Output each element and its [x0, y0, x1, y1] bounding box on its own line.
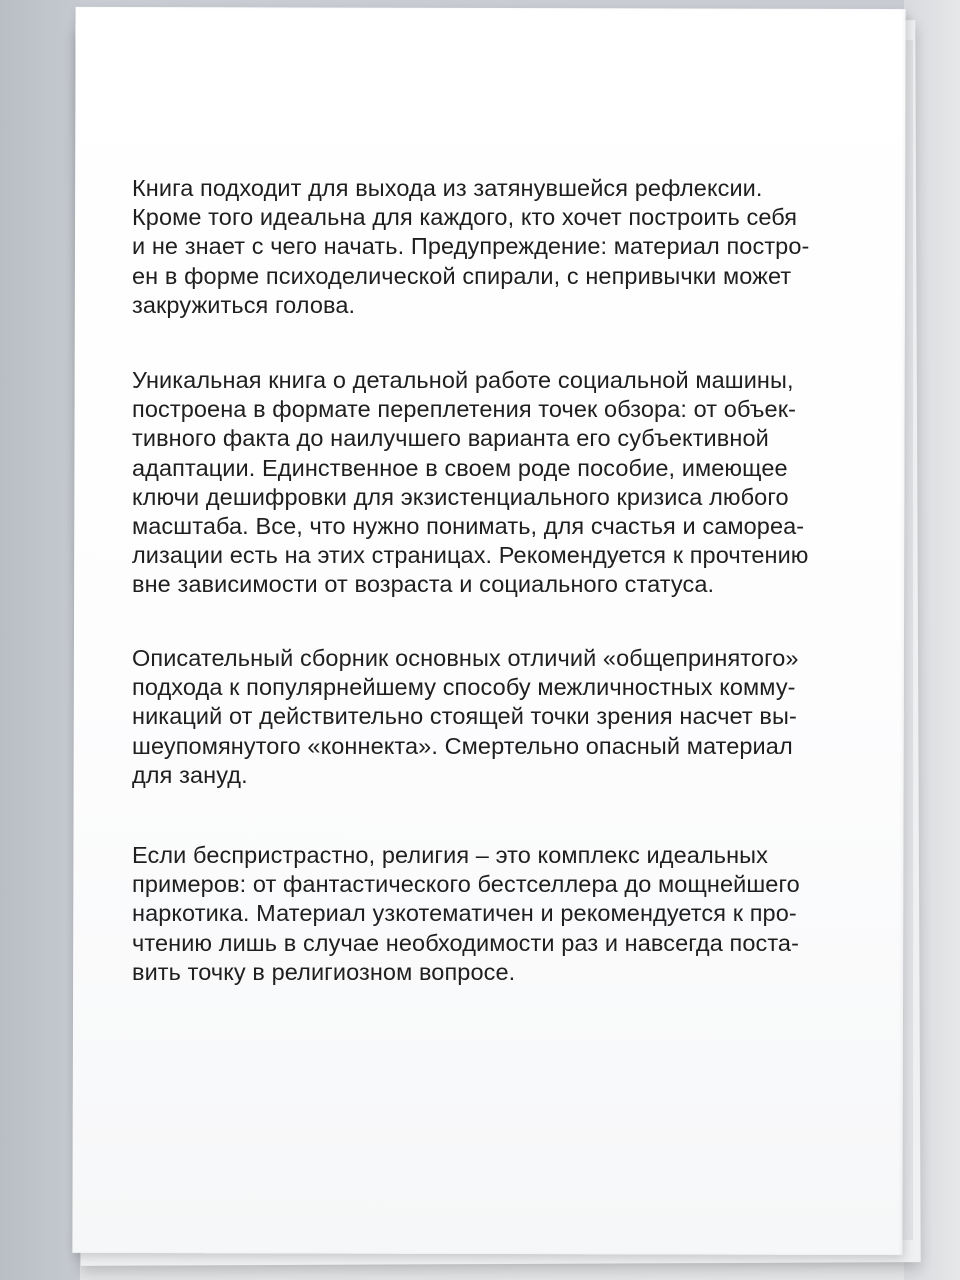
description-paragraph-4 — [132, 841, 862, 987]
description-paragraph-3 — [132, 644, 862, 790]
description-paragraph-1 — [132, 174, 862, 320]
paragraph-line: чтению лишь в случае необходимости раз и навсегда поста- — [132, 929, 800, 956]
paragraph-line: тивного факта до наилучшего варианта его субъективной — [132, 425, 769, 452]
paragraph-line: наркотика. Материал узкотематичен и рекомендуется к про- — [132, 900, 797, 927]
paragraph-line: Описательный сборник основных отличий «общепринятого» — [132, 645, 799, 671]
paragraph-line: шеупомянутого «коннекта». Смертельно опасный материал — [132, 732, 793, 759]
paragraph-line: Книга подходит для выхода из затянувшейся рефлексии. — [132, 175, 763, 201]
paragraph-line: закружиться голова. — [132, 291, 356, 318]
paragraph-line: никаций от действительно стоящей точки зрения насчет вы- — [132, 703, 797, 730]
paragraph-line: лизации есть на этих страницах. Рекомендуется к прочтению — [132, 542, 809, 569]
paragraph-line: Кроме того идеальна для каждого, кто хочет построить себя — [132, 204, 798, 231]
paragraph-line: адаптации. Единственное в своем роде пособие, имеющее — [132, 454, 788, 481]
paragraph-line: вне зависимости от возраста и социального статуса. — [132, 571, 715, 598]
paragraph-line: построена в формате переплетения точек обзора: от объек- — [132, 396, 797, 423]
paragraph-line: масштаба. Все, что нужно понимать, для счастья и самореа- — [132, 513, 805, 540]
paragraph-line: Если беспристрастно, религия – это комплекс идеальных — [132, 842, 769, 868]
paragraph-line: Уникальная книга о детальной работе социальной машины, — [132, 367, 794, 393]
paragraph-line: ключи дешифровки для экзистенциального кризиса любого — [132, 483, 789, 510]
paragraph-line: примеров: от фантастического бестселлера до мощнейшего — [132, 871, 800, 898]
paragraph-line: ен в форме психоделической спирали, с непривычки может — [132, 262, 792, 289]
desk-background-left — [0, 0, 80, 1280]
paragraph-line: вить точку в религиозном вопросе. — [132, 958, 516, 985]
description-paragraph-2 — [132, 366, 862, 600]
paragraph-line: и не знает с чего начать. Предупреждение: материал постро- — [132, 233, 810, 260]
paragraph-line: подхода к популярнейшему способу межличностных комму- — [132, 674, 796, 701]
paragraph-line: для зануд. — [132, 761, 248, 788]
